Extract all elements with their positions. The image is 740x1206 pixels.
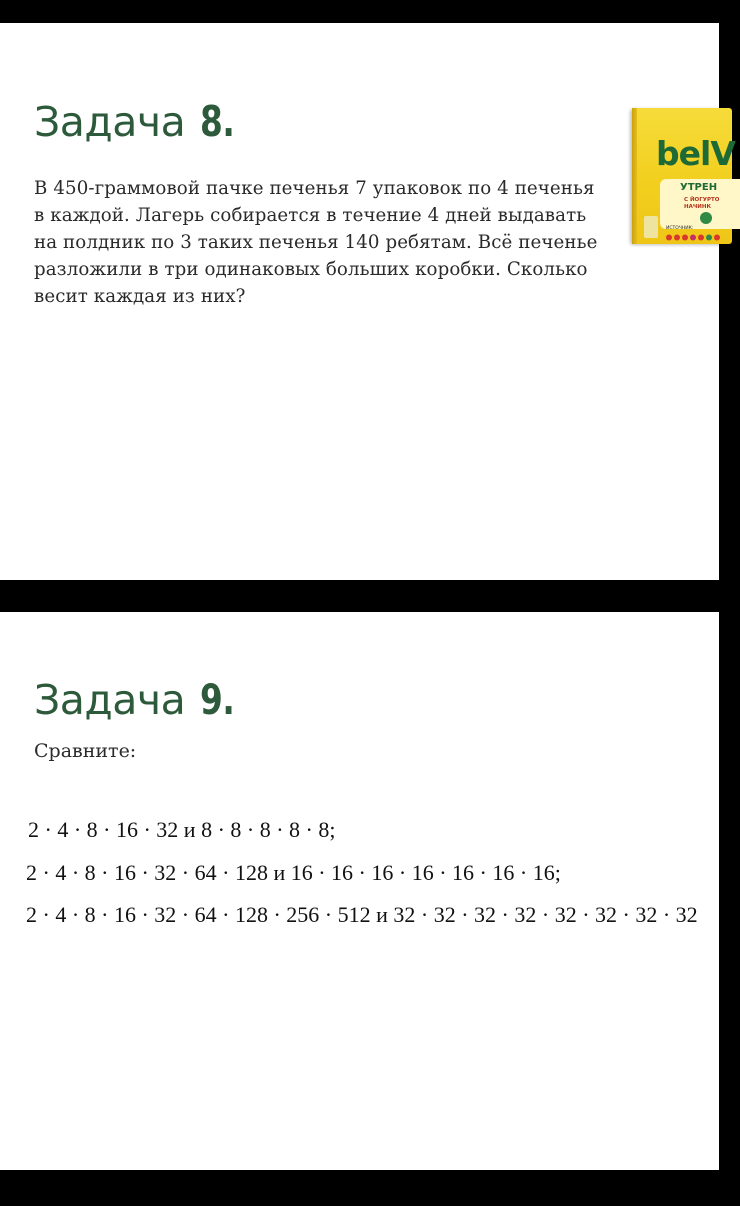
task-8-line-5: весит каждая из них? [34,286,246,307]
bottom-black-bar [0,1170,719,1206]
task-9-title-word: Задача [34,676,186,724]
task-8-title [34,97,244,146]
task-8-line-1: В 450-граммовой пачке печенья 7 упаковок по 4 печенья [34,178,595,199]
expression-1: 2 · 4 · 8 · 16 · 32 и 8 · 8 · 8 · 8 · 8; [28,817,336,842]
cookie-package-image [632,108,735,244]
package-brand-text: belV [656,134,735,173]
task-8-line-2: в каждой. Лагерь собирается в течение 4 дней выдавать [34,205,587,226]
slide-task-8 [0,23,735,580]
expression-3: 2 · 4 · 8 · 16 · 32 · 64 · 128 · 256 · 512 и 32 · 32 · 32 · 32 · 32 · 32 · 32 · 32 [26,902,698,927]
task-9-title [34,675,244,724]
task-9-prompt: Сравните: [34,740,137,762]
package-dots-icon [665,234,725,241]
expression-2: 2 · 4 · 8 · 16 · 32 · 64 · 128 и 16 · 16 · 16 · 16 · 16 · 16 · 16; [26,860,561,885]
top-black-bar [0,0,719,23]
task-9-title-number: 9. [199,675,235,724]
slide-task-9 [0,612,719,1170]
task-8-text [34,175,624,310]
leaf-icon [700,212,712,224]
task-8-line-3: на полдник по 3 таких печенья 140 ребятам. Всё печенье [34,232,598,253]
package-line-2: С ЙОГУРТО НАЧИНК [684,197,720,210]
task-8-line-4: разложили в три одинаковых больших коробки. Сколько [34,259,588,280]
package-source-label: ИСТОЧНИК: [666,226,694,231]
package-line-1: УТРЕН [680,182,718,193]
middle-black-bar [0,580,719,612]
task-8-title-word: Задача [34,98,186,146]
package-edge [632,108,637,244]
nutrition-panel [644,216,658,238]
task-8-title-number: 8. [199,97,235,146]
